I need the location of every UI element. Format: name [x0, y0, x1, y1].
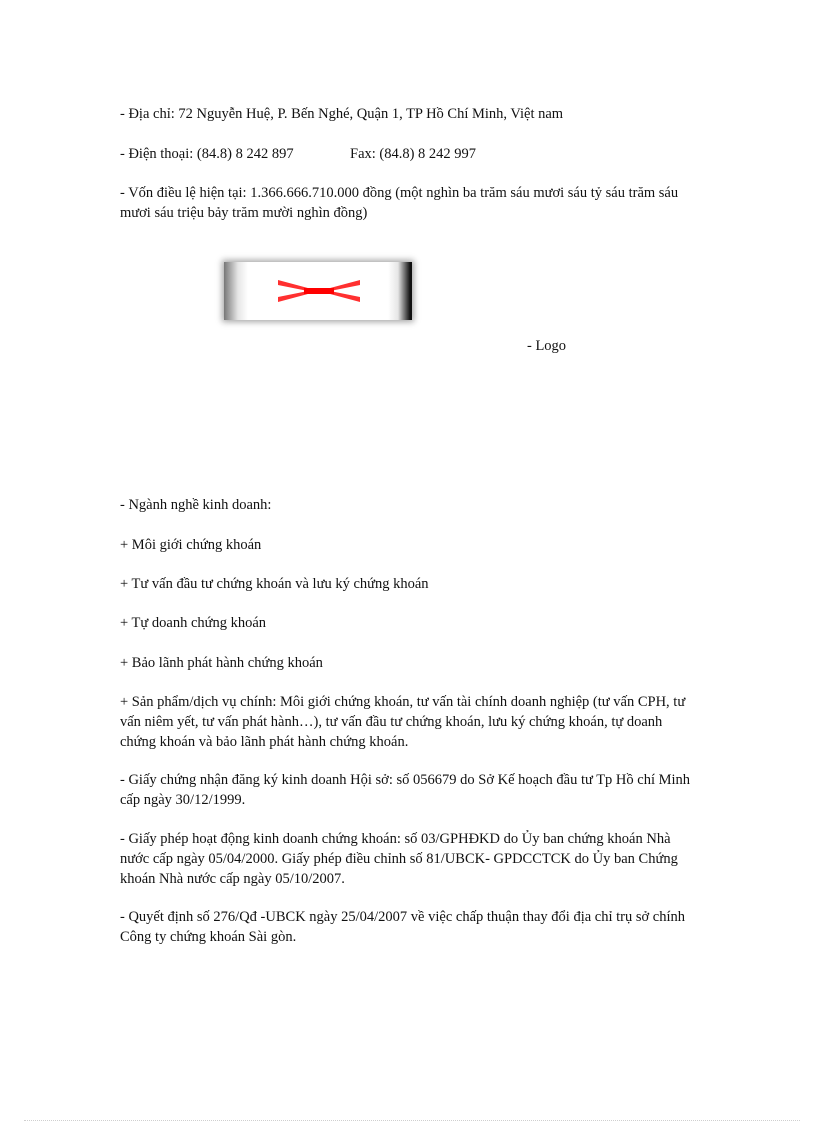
business-heading: - Ngành nghề kinh doanh:	[120, 497, 272, 513]
registration-paragraph: - Giấy chứng nhận đăng ký kinh doanh Hội sở: số 056679 do Sở Kế hoạch đầu tư Tp Hồ chí Minh cấp ngày 30/12/1999.	[120, 772, 691, 808]
business-item: + Bảo lãnh phát hành chứng khoán	[120, 655, 323, 671]
business-item: + Tự doanh chứng khoán	[120, 615, 267, 631]
capital-paragraph: - Vốn điều lệ hiện tại: 1.366.666.710.000 đồng (một nghìn ba trăm sáu mươi sáu tỷ sáu trăm sáu mươi sáu triệu bảy trăm mười nghìn đồng)	[120, 185, 679, 221]
phone-text: - Điện thoại: (84.8) 8 242 897	[120, 146, 294, 162]
red-x-icon	[274, 276, 364, 306]
business-item: + Tư vấn đầu tư chứng khoán và lưu ký chứng khoán	[120, 576, 429, 592]
broken-image-icon	[224, 262, 412, 320]
products-paragraph: + Sản phẩm/dịch vụ chính: Môi giới chứng khoán, tư vấn tài chính doanh nghiệp (tư vấn CPH, tư vấn niêm yết, tư vấn phát hành…), tư vấn đầu tư chứng khoán, lưu ký chứng khoán, tự doanh chứng khoán và bảo lãnh phát hành chứng khoán.	[120, 694, 686, 750]
page-bottom-divider	[24, 1120, 800, 1121]
decision-paragraph: - Quyết định số 276/Qđ -UBCK ngày 25/04/2007 về việc chấp thuận thay đổi địa chỉ trụ sở chính Công ty chứng khoán Sài gòn.	[120, 909, 686, 945]
business-item: + Môi giới chứng khoán	[120, 537, 262, 553]
contact-line	[120, 144, 700, 164]
logo-label: - Logo	[527, 338, 567, 354]
license-paragraph: - Giấy phép hoạt động kinh doanh chứng khoán: số 03/GPHĐKD do Ủy ban chứng khoán Nhà nước cấp ngày 05/04/2000. Giấy phép điều chỉnh số 81/UBCK- GPDCCTCK do Ủy ban Chứng khoán Nhà nước cấp ngày 05/10/2007.	[120, 831, 678, 887]
address-line: - Địa chỉ: 72 Nguyễn Huệ, P. Bến Nghé, Quận 1, TP Hồ Chí Minh, Việt nam	[120, 106, 564, 122]
fax-text: Fax: (84.8) 8 242 997	[350, 146, 477, 162]
